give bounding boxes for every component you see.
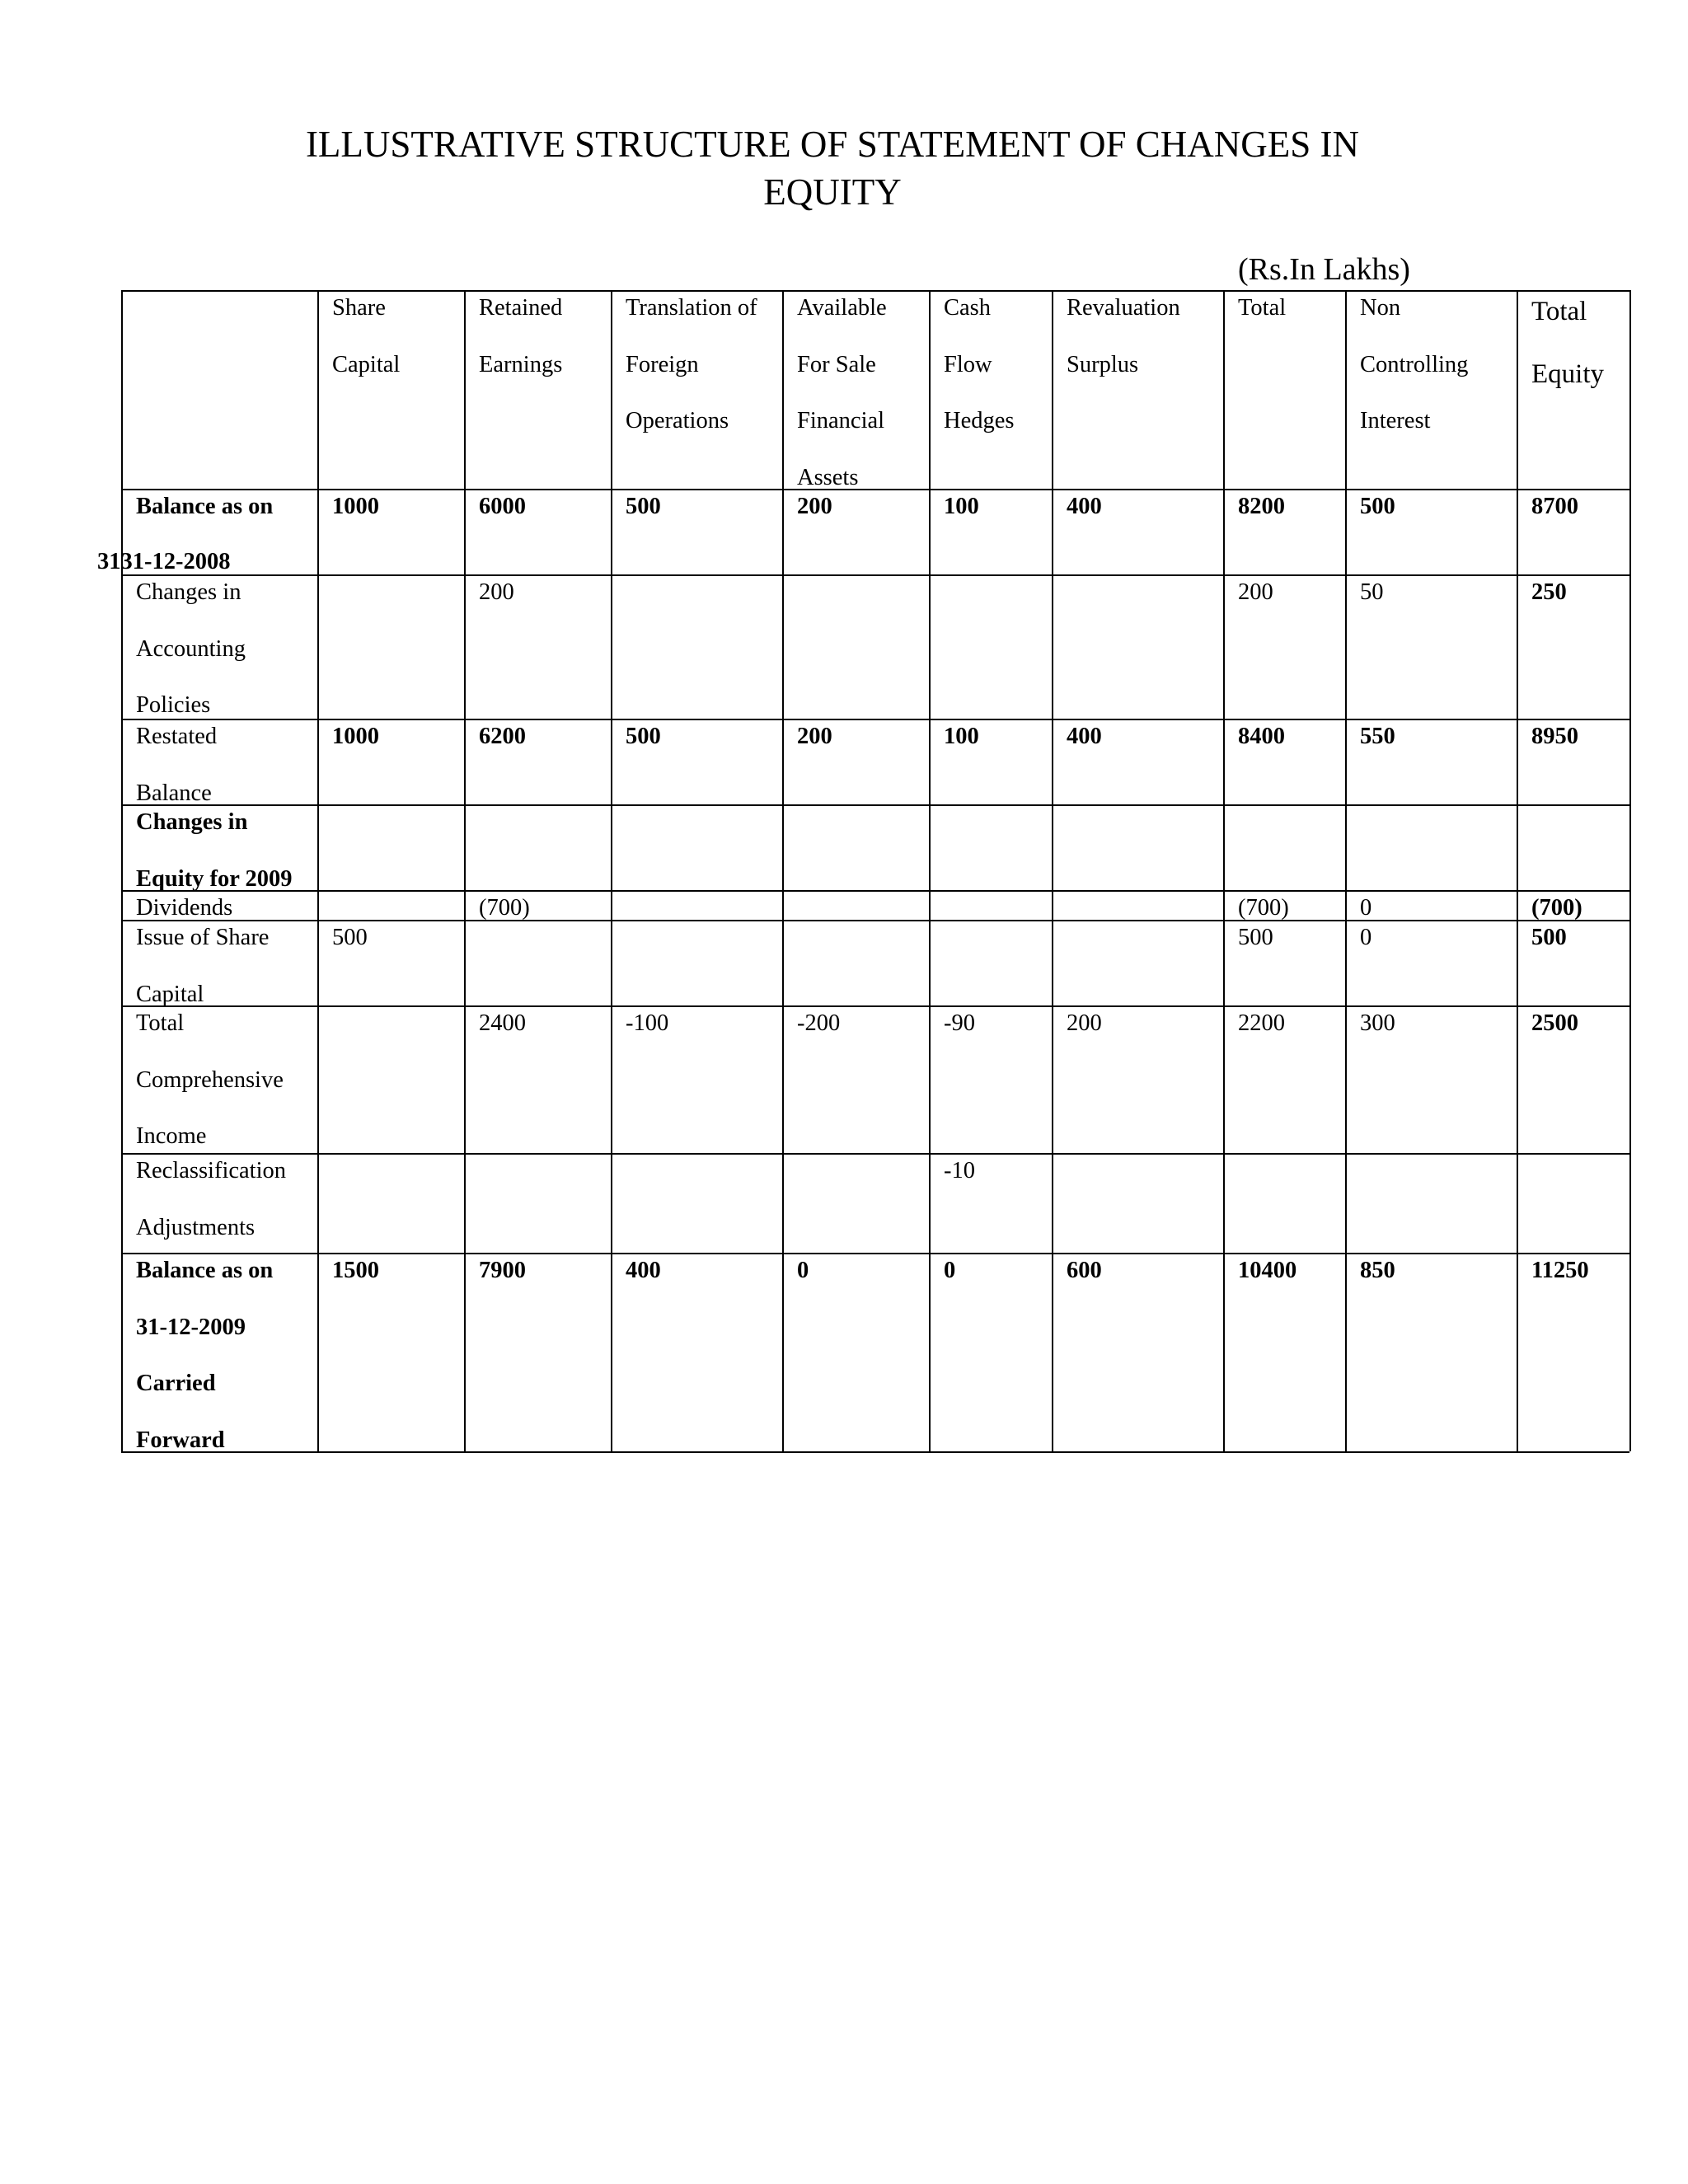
table-horizontal-rule xyxy=(121,574,1629,576)
table-cell: 2500 xyxy=(1531,1010,1578,1036)
table-cell: (700) xyxy=(479,895,530,921)
table-cell: 200 xyxy=(1067,1010,1102,1036)
table-vertical-rule xyxy=(929,290,931,1451)
column-header xyxy=(944,280,1014,450)
table-cell: 2200 xyxy=(1238,1010,1285,1036)
column-header-line: Revaluation xyxy=(1067,295,1180,321)
table-cell: 10400 xyxy=(1238,1258,1297,1283)
table-cell: 0 xyxy=(944,1258,956,1283)
table-cell: (700) xyxy=(1238,895,1289,921)
row-label-line: Capital xyxy=(136,981,204,1007)
row-label-line: Adjustments xyxy=(136,1214,256,1240)
table-cell: 2400 xyxy=(479,1010,526,1036)
table-cell: 1000 xyxy=(332,494,379,519)
row-label-line: Policies xyxy=(136,692,211,718)
row-label-line: Total xyxy=(136,1010,185,1036)
table-cell: 200 xyxy=(797,724,832,749)
table-cell: 0 xyxy=(1360,925,1372,950)
table-cell: 6000 xyxy=(479,494,526,519)
column-header-line: Total xyxy=(1238,295,1287,321)
row-label-line: Income xyxy=(136,1123,207,1149)
column-header-line: Foreign xyxy=(626,351,699,377)
table-horizontal-rule xyxy=(121,1005,1629,1007)
column-header xyxy=(479,280,562,393)
column-header-line: Interest xyxy=(1360,408,1431,434)
table-vertical-rule xyxy=(464,290,466,1451)
table-cell: 250 xyxy=(1531,579,1567,605)
table-cell: -90 xyxy=(944,1010,975,1036)
table-cell: 8200 xyxy=(1238,494,1285,519)
table-cell: 400 xyxy=(1067,724,1102,749)
table-horizontal-rule xyxy=(121,804,1629,806)
table-cell: 500 xyxy=(1360,494,1395,519)
table-cell: 850 xyxy=(1360,1258,1395,1283)
row-label-line: Equity for 2009 xyxy=(136,865,293,892)
table-cell: -100 xyxy=(626,1010,669,1036)
row-label xyxy=(136,996,284,1165)
table-vertical-rule xyxy=(782,290,784,1451)
table-cell: 8700 xyxy=(1531,494,1578,519)
column-header xyxy=(797,280,887,506)
column-header-line: Available xyxy=(797,295,887,321)
row-label-line: Changes in xyxy=(136,809,248,835)
table-cell: 6200 xyxy=(479,724,526,749)
column-header-line: Controlling xyxy=(1360,351,1469,377)
table-cell: 8400 xyxy=(1238,724,1285,749)
row-label-line: Forward xyxy=(136,1427,225,1453)
table-cell: 500 xyxy=(626,724,661,749)
row-label-line: Changes in xyxy=(136,579,241,605)
column-header xyxy=(332,280,400,393)
table-vertical-rule xyxy=(1629,290,1631,1451)
table-cell: 8950 xyxy=(1531,724,1578,749)
table-vertical-rule xyxy=(317,290,319,1451)
table-cell: 11250 xyxy=(1531,1258,1589,1283)
row-label xyxy=(136,1143,286,1256)
table-cell: (700) xyxy=(1531,895,1582,921)
table-horizontal-rule xyxy=(121,890,1629,892)
equity-table xyxy=(121,290,1629,1451)
table-cell: 400 xyxy=(626,1258,661,1283)
column-header xyxy=(626,280,757,450)
table-cell: 200 xyxy=(1238,579,1273,605)
units-note: (Rs.In Lakhs) xyxy=(1238,252,1410,287)
table-cell: 400 xyxy=(1067,494,1102,519)
table-cell: 600 xyxy=(1067,1258,1102,1283)
table-vertical-rule xyxy=(1517,290,1518,1451)
table-horizontal-rule xyxy=(121,1451,1629,1453)
column-header-line: Equity xyxy=(1531,359,1604,389)
column-header-line: Hedges xyxy=(944,408,1015,434)
title-line-1: ILLUSTRATIVE STRUCTURE OF STATEMENT OF CHANGES IN xyxy=(305,124,1360,165)
overlapping-date-text: 3131-12-2008 xyxy=(97,549,231,574)
table-cell: 500 xyxy=(332,925,368,950)
row-label-line: Reclassification xyxy=(136,1158,287,1183)
row-label-line: Restated xyxy=(136,724,218,749)
table-cell: 50 xyxy=(1360,579,1384,605)
table-cell: 1000 xyxy=(332,724,379,749)
table-cell: 100 xyxy=(944,494,979,519)
column-header-line: Financial xyxy=(797,408,885,434)
table-cell: 7900 xyxy=(479,1258,526,1283)
document-title xyxy=(165,120,1500,216)
row-label-line: Balance as on xyxy=(136,1258,274,1283)
table-cell: -10 xyxy=(944,1158,975,1183)
table-cell: 500 xyxy=(1238,925,1273,950)
column-header-line: Capital xyxy=(332,351,401,377)
row-label-line: Balance as on xyxy=(136,494,274,519)
column-header-line: Flow xyxy=(944,351,992,377)
table-cell: 100 xyxy=(944,724,979,749)
table-vertical-rule xyxy=(1052,290,1053,1451)
column-header-line: Surplus xyxy=(1067,351,1139,377)
column-header-line: Retained xyxy=(479,295,563,321)
column-header-line: Cash xyxy=(944,295,991,321)
table-cell: 0 xyxy=(797,1258,809,1283)
row-label-line: Comprehensive xyxy=(136,1066,284,1093)
row-label xyxy=(136,479,273,536)
row-label-line: Issue of Share xyxy=(136,925,270,950)
column-header xyxy=(1531,280,1604,405)
row-label-line: Dividends xyxy=(136,895,233,921)
column-header-line: Operations xyxy=(626,408,729,434)
row-label-line: Carried xyxy=(136,1371,216,1396)
table-cell: 1500 xyxy=(332,1258,379,1283)
row-label xyxy=(136,1243,273,1469)
table-horizontal-rule xyxy=(121,1153,1629,1155)
column-header-line: For Sale xyxy=(797,351,876,377)
row-label-line: 31-12-2009 xyxy=(136,1314,246,1340)
title-line-2: EQUITY xyxy=(763,171,902,213)
table-vertical-rule xyxy=(1345,290,1347,1451)
column-header-line: Assets xyxy=(797,464,859,490)
table-cell: 0 xyxy=(1360,895,1372,921)
table-cell: 500 xyxy=(1531,925,1567,950)
table-cell: 200 xyxy=(479,579,514,605)
row-label-line: Accounting xyxy=(136,635,246,662)
column-header-line: Share xyxy=(332,295,386,321)
table-cell: 300 xyxy=(1360,1010,1395,1036)
table-cell: 200 xyxy=(797,494,832,519)
table-vertical-rule xyxy=(1223,290,1225,1451)
table-vertical-rule xyxy=(121,290,123,1451)
table-cell: 500 xyxy=(626,494,661,519)
column-header xyxy=(1067,280,1180,393)
column-header-line: Earnings xyxy=(479,351,563,377)
column-header-line: Total xyxy=(1531,297,1587,326)
column-header xyxy=(1238,280,1286,337)
table-vertical-rule xyxy=(611,290,612,1451)
column-header xyxy=(1360,280,1468,450)
table-cell: 550 xyxy=(1360,724,1395,749)
column-header-line: Translation of xyxy=(626,295,757,321)
table-cell: -200 xyxy=(797,1010,841,1036)
column-header-line: Non xyxy=(1360,295,1401,321)
row-label-line: Balance xyxy=(136,780,212,806)
